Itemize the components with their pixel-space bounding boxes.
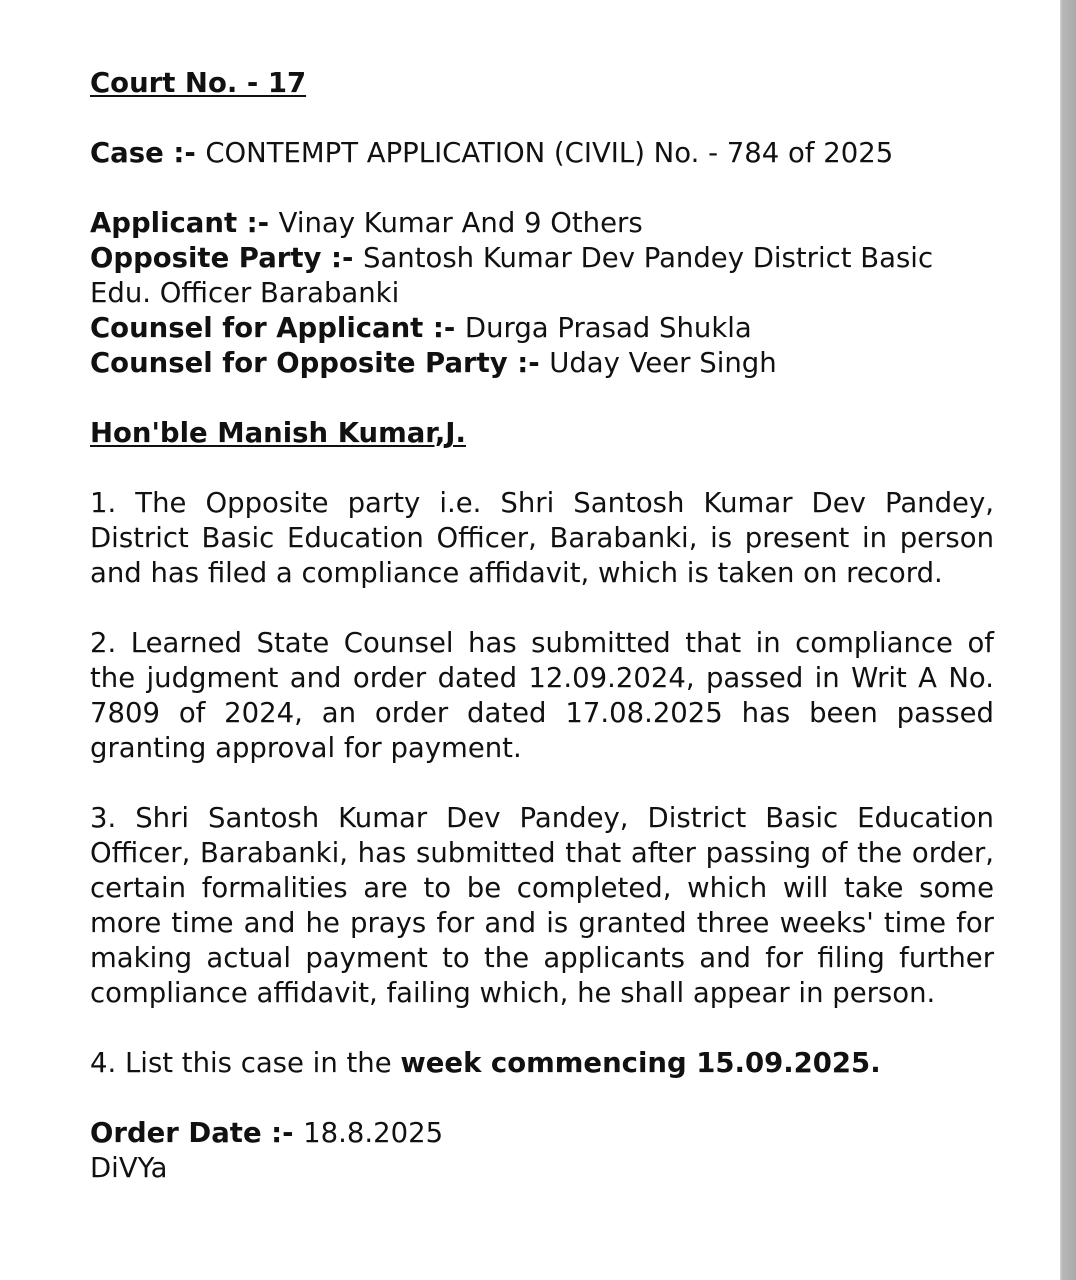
counsel-applicant-value: Durga Prasad Shukla xyxy=(464,312,752,344)
counsel-opposite-label: Counsel for Opposite Party :- xyxy=(90,347,550,379)
judge-name: Hon'ble Manish Kumar,J. xyxy=(90,417,466,449)
opposite-party-label: Opposite Party :- xyxy=(90,242,363,274)
paragraph-4-date: week commencing 15.09.2025. xyxy=(400,1047,881,1079)
spacer xyxy=(90,171,994,206)
case-line xyxy=(90,136,994,171)
counsel-applicant-line xyxy=(90,311,994,346)
paragraph-4 xyxy=(90,1046,994,1081)
applicant-value: Vinay Kumar And 9 Others xyxy=(278,207,643,239)
spacer xyxy=(90,1081,994,1116)
case-value: CONTEMPT APPLICATION (CIVIL) No. - 784 of 2025 xyxy=(205,137,894,169)
paragraph-4-text: 4. List this case in the xyxy=(90,1047,401,1079)
counsel-applicant-label: Counsel for Applicant :- xyxy=(90,312,465,344)
order-date-label: Order Date :- xyxy=(90,1117,304,1149)
order-date-line xyxy=(90,1116,994,1151)
paragraph-2: 2. Learned State Counsel has submitted that in compliance of the judgment and order dated 12.09.2024, passed in Writ A No. 7809 of 2024, an order dated 17.08.2025 has been passed granting approval for payment. xyxy=(90,627,994,764)
counsel-opposite-line xyxy=(90,346,994,381)
spacer xyxy=(90,451,994,486)
spacer xyxy=(90,1011,994,1046)
spacer xyxy=(90,766,994,801)
opposite-party-line xyxy=(90,241,994,311)
applicant-line xyxy=(90,206,994,241)
spacer xyxy=(90,381,994,416)
paragraph-1: 1. The Opposite party i.e. Shri Santosh Kumar Dev Pandey, District Basic Education Officer, Barabanki, is present in person and has filed a compliance affidavit, which is taken on record. xyxy=(90,487,994,589)
paragraph-3: 3. Shri Santosh Kumar Dev Pandey, District Basic Education Officer, Barabanki, has submitted that after passing of the order, certain formalities are to be completed, which will take some more time and he prays for and is granted three weeks' time for making actual payment to the applicants and for filing further compliance affidavit, failing which, he shall appear in person. xyxy=(90,802,994,1009)
order-date-value: 18.8.2025 xyxy=(303,1117,444,1149)
spacer xyxy=(90,591,994,626)
signature: DiVYa xyxy=(90,1152,168,1184)
applicant-label: Applicant :- xyxy=(90,207,279,239)
case-label: Case :- xyxy=(90,137,206,169)
counsel-opposite-value: Uday Veer Singh xyxy=(549,347,777,379)
page-edge-shadow xyxy=(1060,0,1076,1280)
opposite-party-value: Santosh Kumar Dev Pandey District Basic Edu. Officer Barabanki xyxy=(90,242,934,309)
spacer xyxy=(90,101,994,136)
order-content xyxy=(90,66,994,1186)
court-number: Court No. - 17 xyxy=(90,67,307,99)
